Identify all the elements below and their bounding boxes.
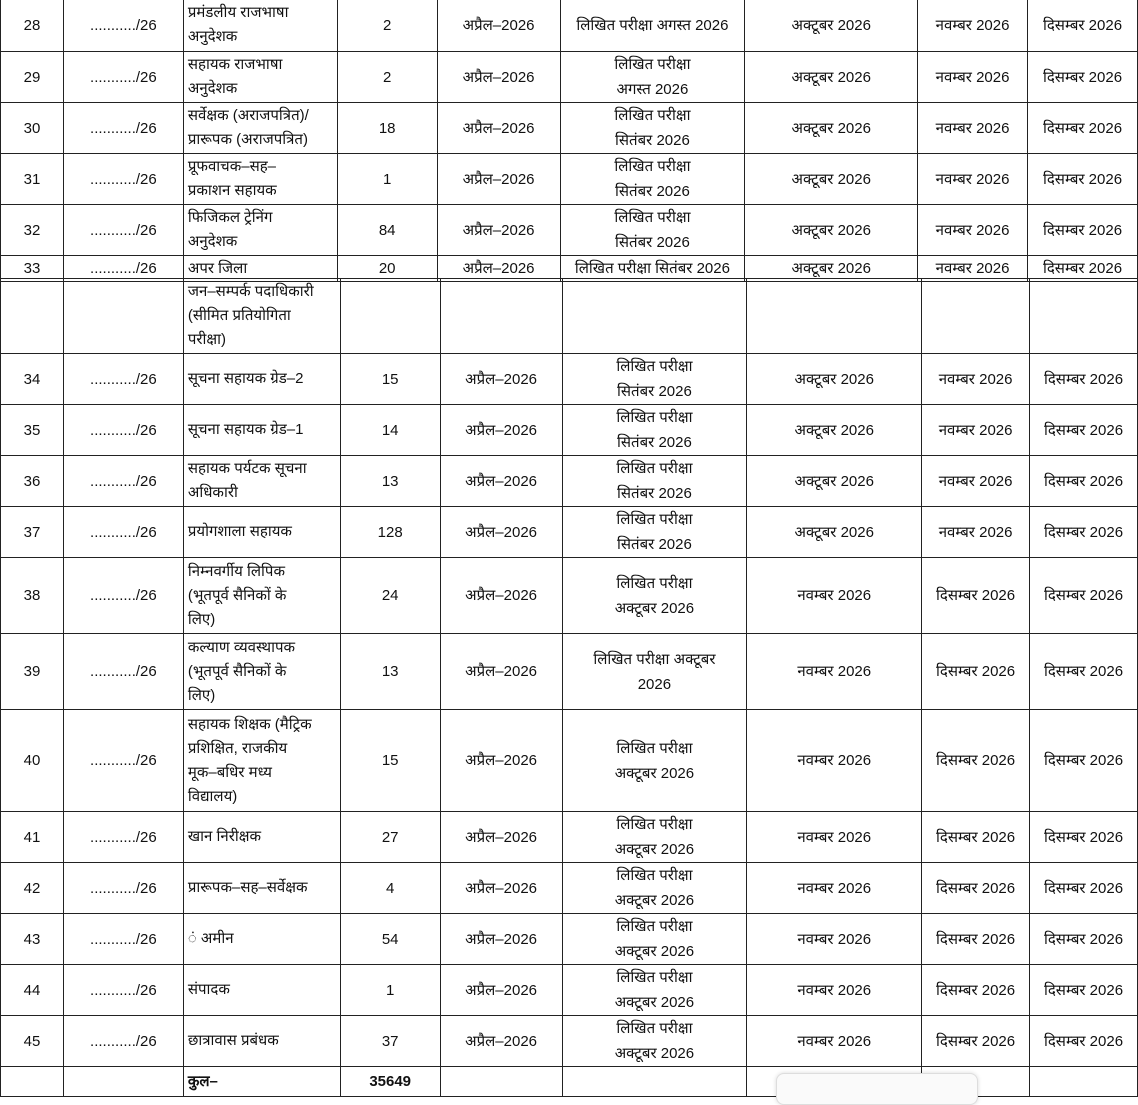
cell-appointment-month: दिसम्बर 2026 [1028,52,1138,103]
cell-appointment-month: दिसम्बर 2026 [1030,405,1138,456]
cell-serial-no: 31 [1,154,64,205]
cell-recommendation-month: नवम्बर 2026 [918,256,1028,282]
cell-exam-month: लिखित परीक्षा सितंबर 2026 [562,456,747,507]
cell-post-name: खान निरीक्षक [183,812,340,863]
cell-requisition-month: अप्रैल–2026 [440,863,562,914]
cell-appointment-month: दिसम्बर 2026 [1030,558,1138,634]
cell-appointment-month: दिसम्बर 2026 [1030,863,1138,914]
table-row [1,965,1138,1016]
cell-appointment-month: दिसम्बर 2026 [1030,456,1138,507]
cell-requisition-month: अप्रैल–2026 [440,354,562,405]
cell-requisition-month: अप्रैल–2026 [437,0,560,52]
cell-serial-no: 32 [1,205,64,256]
cell-appointment-month: दिसम्बर 2026 [1028,103,1138,154]
cell-vacancies: 13 [340,456,440,507]
cell-result-month: अक्टूबर 2026 [745,256,918,282]
schedule-table-part-2 [0,278,1138,1097]
schedule-table-part-1 [0,0,1138,282]
cell-recommendation-month: नवम्बर 2026 [922,405,1030,456]
cell-vacancies: 84 [337,205,437,256]
cell-requisition-month [440,279,562,354]
cell-result-month: नवम्बर 2026 [747,558,922,634]
cell-serial-no [1,1067,64,1097]
cell-result-month: नवम्बर 2026 [747,812,922,863]
cell-exam-month: लिखित परीक्षा अक्टूबर 2026 [562,965,747,1016]
cell-requisition-month: अप्रैल–2026 [437,154,560,205]
cell-post-name: निम्नवर्गीय लिपिक (भूतपूर्व सैनिकों के लिए) [183,558,340,634]
cell-requisition-month: अप्रैल–2026 [440,456,562,507]
cell-exam-month: लिखित परीक्षा सितंबर 2026 [560,154,745,205]
cell-advt-no: .........../26 [63,558,183,634]
cell-recommendation-month: नवम्बर 2026 [922,456,1030,507]
cell-appointment-month: दिसम्बर 2026 [1030,507,1138,558]
cell-requisition-month: अप्रैल–2026 [440,405,562,456]
cell-vacancies: 18 [337,103,437,154]
cell-post-name: सहायक पर्यटक सूचना अधिकारी [183,456,340,507]
cell-requisition-month [440,1067,562,1097]
cell-exam-month: लिखित परीक्षा अक्टूबर 2026 [562,558,747,634]
cell-appointment-month: दिसम्बर 2026 [1030,1016,1138,1067]
cell-result-month: अक्टूबर 2026 [745,0,918,52]
cell-requisition-month: अप्रैल–2026 [437,103,560,154]
cell-appointment-month: दिसम्बर 2026 [1030,634,1138,710]
cell-advt-no: .........../26 [63,256,183,282]
cell-appointment-month: दिसम्बर 2026 [1028,0,1138,52]
cell-exam-month: लिखित परीक्षा सितंबर 2026 [562,354,747,405]
cell-post-name: प्रारूपक–सह–सर्वेक्षक [183,863,340,914]
cell-serial-no: 30 [1,103,64,154]
cell-vacancies: 35649 [340,1067,440,1097]
cell-exam-month: लिखित परीक्षा सितंबर 2026 [560,205,745,256]
cell-serial-no: 34 [1,354,64,405]
cell-vacancies: 27 [340,812,440,863]
cell-recommendation-month: दिसम्बर 2026 [922,914,1030,965]
cell-result-month: नवम्बर 2026 [747,965,922,1016]
table-row [1,205,1138,256]
table-row [1,0,1138,52]
cell-appointment-month: दिसम्बर 2026 [1030,354,1138,405]
cell-vacancies: 4 [340,863,440,914]
cell-requisition-month: अप्रैल–2026 [440,965,562,1016]
cell-advt-no: .........../26 [63,1016,183,1067]
cell-serial-no: 28 [1,0,64,52]
floating-overlay-widget[interactable] [776,1073,978,1105]
cell-recommendation-month: नवम्बर 2026 [918,154,1028,205]
cell-exam-month: लिखित परीक्षा सितंबर 2026 [560,256,745,282]
cell-result-month: नवम्बर 2026 [747,863,922,914]
cell-recommendation-month: नवम्बर 2026 [918,52,1028,103]
cell-result-month: अक्टूबर 2026 [745,154,918,205]
table-row [1,354,1138,405]
cell-serial-no: 39 [1,634,64,710]
cell-requisition-month: अप्रैल–2026 [437,256,560,282]
cell-vacancies: 24 [340,558,440,634]
cell-result-month: नवम्बर 2026 [747,914,922,965]
cell-post-name: अपर जिला [183,256,337,282]
cell-exam-month: लिखित परीक्षा अक्टूबर 2026 [562,812,747,863]
cell-exam-month [562,279,747,354]
table-row [1,405,1138,456]
cell-serial-no [1,279,64,354]
cell-advt-no [63,1067,183,1097]
cell-appointment-month: दिसम्बर 2026 [1028,205,1138,256]
cell-result-month: नवम्बर 2026 [747,710,922,812]
cell-advt-no: .........../26 [63,507,183,558]
cell-vacancies [340,279,440,354]
cell-serial-no: 36 [1,456,64,507]
cell-requisition-month: अप्रैल–2026 [440,634,562,710]
cell-appointment-month: दिसम्बर 2026 [1030,914,1138,965]
table-row [1,634,1138,710]
cell-serial-no: 29 [1,52,64,103]
cell-recommendation-month: दिसम्बर 2026 [922,634,1030,710]
cell-serial-no: 41 [1,812,64,863]
cell-appointment-month [1030,1067,1138,1097]
cell-post-name: सहायक राजभाषा अनुदेशक [183,52,337,103]
cell-requisition-month: अप्रैल–2026 [440,507,562,558]
cell-recommendation-month: दिसम्बर 2026 [922,710,1030,812]
cell-post-name: सूचना सहायक ग्रेड–1 [183,405,340,456]
cell-serial-no: 33 [1,256,64,282]
cell-serial-no: 37 [1,507,64,558]
table-row [1,710,1138,812]
table-row [1,507,1138,558]
cell-exam-month: लिखित परीक्षा सितंबर 2026 [562,405,747,456]
cell-advt-no: .........../26 [63,354,183,405]
cell-advt-no: .........../26 [63,914,183,965]
cell-recommendation-month: नवम्बर 2026 [922,354,1030,405]
cell-advt-no: .........../26 [63,812,183,863]
cell-requisition-month: अप्रैल–2026 [440,914,562,965]
cell-post-name: छात्रावास प्रबंधक [183,1016,340,1067]
table-row [1,154,1138,205]
cell-result-month [747,279,922,354]
cell-vacancies: 37 [340,1016,440,1067]
table-row [1,558,1138,634]
cell-vacancies: 20 [337,256,437,282]
cell-serial-no: 40 [1,710,64,812]
cell-vacancies: 1 [337,154,437,205]
cell-recommendation-month: नवम्बर 2026 [922,507,1030,558]
cell-serial-no: 38 [1,558,64,634]
table-row [1,52,1138,103]
table-row [1,914,1138,965]
table-row [1,103,1138,154]
cell-post-name: फिजिकल ट्रेनिंग अनुदेशक [183,205,337,256]
cell-requisition-month: अप्रैल–2026 [437,205,560,256]
cell-post-name: प्रमंडलीय राजभाषा अनुदेशक [183,0,337,52]
cell-recommendation-month: दिसम्बर 2026 [922,965,1030,1016]
cell-serial-no: 43 [1,914,64,965]
cell-post-name: सर्वेक्षक (अराजपत्रित)/ प्रारूपक (अराजपत्रित) [183,103,337,154]
cell-result-month: अक्टूबर 2026 [745,52,918,103]
cell-advt-no: .........../26 [63,710,183,812]
cell-result-month: अक्टूबर 2026 [747,405,922,456]
cell-appointment-month: दिसम्बर 2026 [1030,812,1138,863]
cell-result-month: अक्टूबर 2026 [745,205,918,256]
cell-appointment-month: दिसम्बर 2026 [1030,965,1138,1016]
cell-advt-no: .........../26 [63,103,183,154]
cell-vacancies: 1 [340,965,440,1016]
table-row [1,863,1138,914]
cell-result-month: नवम्बर 2026 [747,1016,922,1067]
cell-advt-no: .........../26 [63,0,183,52]
table-row [1,812,1138,863]
cell-recommendation-month: नवम्बर 2026 [918,205,1028,256]
table-row [1,279,1138,354]
cell-advt-no: .........../26 [63,456,183,507]
cell-vacancies: 15 [340,710,440,812]
cell-vacancies: 15 [340,354,440,405]
cell-post-name: सहायक शिक्षक (मैट्रिक प्रशिक्षित, राजकीय मूक–बधिर मध्य विद्यालय) [183,710,340,812]
cell-recommendation-month [922,279,1030,354]
cell-exam-month: लिखित परीक्षा अक्टूबर 2026 [562,914,747,965]
cell-post-name: ं अमीन [183,914,340,965]
cell-serial-no: 35 [1,405,64,456]
cell-post-name: संपादक [183,965,340,1016]
cell-vacancies: 2 [337,52,437,103]
cell-advt-no: .........../26 [63,965,183,1016]
cell-recommendation-month: दिसम्बर 2026 [922,558,1030,634]
cell-vacancies: 2 [337,0,437,52]
cell-recommendation-month: दिसम्बर 2026 [922,812,1030,863]
cell-recommendation-month: दिसम्बर 2026 [922,1016,1030,1067]
cell-advt-no: .........../26 [63,863,183,914]
cell-appointment-month [1030,279,1138,354]
cell-result-month: अक्टूबर 2026 [747,456,922,507]
cell-serial-no: 44 [1,965,64,1016]
cell-exam-month: लिखित परीक्षा अगस्त 2026 [560,52,745,103]
cell-advt-no: .........../26 [63,405,183,456]
cell-appointment-month: दिसम्बर 2026 [1028,154,1138,205]
cell-vacancies: 54 [340,914,440,965]
cell-post-name: कुल– [183,1067,340,1097]
cell-recommendation-month: नवम्बर 2026 [918,0,1028,52]
table-row [1,1016,1138,1067]
cell-requisition-month: अप्रैल–2026 [440,1016,562,1067]
cell-result-month: अक्टूबर 2026 [745,103,918,154]
cell-vacancies: 13 [340,634,440,710]
cell-exam-month: लिखित परीक्षा अक्टूबर 2026 [562,1016,747,1067]
cell-appointment-month: दिसम्बर 2026 [1030,710,1138,812]
cell-result-month: नवम्बर 2026 [747,634,922,710]
cell-advt-no [63,279,183,354]
cell-post-name: प्रूफवाचक–सह– प्रकाशन सहायक [183,154,337,205]
cell-post-name: कल्याण व्यवस्थापक (भूतपूर्व सैनिकों के लिए) [183,634,340,710]
cell-exam-month: लिखित परीक्षा सितंबर 2026 [562,507,747,558]
cell-exam-month: लिखित परीक्षा अक्टूबर 2026 [562,634,747,710]
cell-advt-no: .........../26 [63,52,183,103]
cell-result-month: अक्टूबर 2026 [747,507,922,558]
table-row [1,456,1138,507]
cell-appointment-month: दिसम्बर 2026 [1028,256,1138,282]
cell-exam-month [562,1067,747,1097]
cell-exam-month: लिखित परीक्षा सितंबर 2026 [560,103,745,154]
cell-post-name: सूचना सहायक ग्रेड–2 [183,354,340,405]
cell-post-name: जन–सम्पर्क पदाधिकारी (सीमित प्रतियोगिता परीक्षा) [183,279,340,354]
cell-requisition-month: अप्रैल–2026 [437,52,560,103]
cell-result-month: अक्टूबर 2026 [747,354,922,405]
cell-exam-month: लिखित परीक्षा अक्टूबर 2026 [562,863,747,914]
cell-recommendation-month: दिसम्बर 2026 [922,863,1030,914]
cell-exam-month: लिखित परीक्षा अक्टूबर 2026 [562,710,747,812]
cell-vacancies: 14 [340,405,440,456]
cell-serial-no: 42 [1,863,64,914]
cell-post-name: प्रयोगशाला सहायक [183,507,340,558]
cell-vacancies: 128 [340,507,440,558]
cell-requisition-month: अप्रैल–2026 [440,710,562,812]
cell-serial-no: 45 [1,1016,64,1067]
cell-requisition-month: अप्रैल–2026 [440,812,562,863]
cell-exam-month: लिखित परीक्षा अगस्त 2026 [560,0,745,52]
cell-advt-no: .........../26 [63,634,183,710]
cell-advt-no: .........../26 [63,205,183,256]
cell-requisition-month: अप्रैल–2026 [440,558,562,634]
cell-recommendation-month: नवम्बर 2026 [918,103,1028,154]
cell-advt-no: .........../26 [63,154,183,205]
